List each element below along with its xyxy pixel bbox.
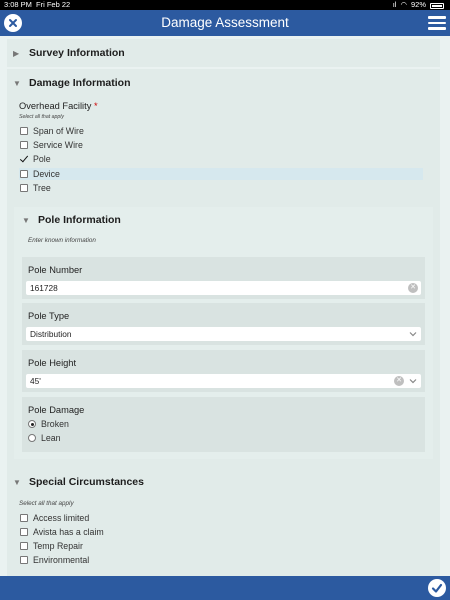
required-marker: * <box>93 101 98 111</box>
radio-broken[interactable]: Broken <box>28 418 69 430</box>
option-temp-repair[interactable]: Temp Repair <box>20 540 83 552</box>
pole-hint: Enter known information <box>28 237 96 244</box>
clear-icon[interactable]: ✕ <box>394 376 404 386</box>
signal-icon: ıl <box>392 0 397 9</box>
checkbox[interactable] <box>20 170 28 178</box>
option-device[interactable]: Device <box>20 168 60 180</box>
pole-type-select[interactable]: Distribution <box>26 327 421 341</box>
checkbox-checked[interactable] <box>20 155 28 163</box>
card-pole-damage <box>22 397 425 452</box>
subsection-pole-header[interactable] <box>22 212 121 228</box>
checkbox[interactable] <box>20 127 28 135</box>
triangle-down-icon: ▼ <box>13 477 21 487</box>
app-header <box>0 10 450 36</box>
option-access-limited[interactable]: Access limited <box>20 512 89 524</box>
clear-icon[interactable]: ✕ <box>408 283 418 293</box>
status-date: Fri Feb 22 <box>36 0 71 9</box>
row-highlight <box>19 168 423 180</box>
section-damage-label: Damage Information <box>29 77 131 89</box>
pole-height-label: Pole Height <box>28 358 77 368</box>
radio-selected[interactable] <box>28 420 36 428</box>
option-service-wire[interactable]: Service Wire <box>20 139 83 151</box>
page-title: Damage Assessment <box>161 15 289 30</box>
menu-button[interactable] <box>428 16 446 30</box>
section-damage-header[interactable] <box>13 75 131 91</box>
pole-type-label: Pole Type <box>28 311 70 321</box>
option-span-of-wire[interactable]: Span of Wire <box>20 125 84 137</box>
subsection-pole-label: Pole Information <box>38 214 121 226</box>
chevron-down-icon <box>408 329 418 339</box>
pole-number-label: Pole Number <box>28 265 83 275</box>
checkbox[interactable] <box>20 514 28 522</box>
pole-number-input[interactable]: 161728 ✕ <box>26 281 421 295</box>
section-survey-header[interactable] <box>13 45 125 61</box>
checkbox[interactable] <box>20 556 28 564</box>
app-footer <box>0 576 450 600</box>
submit-button[interactable] <box>428 579 446 597</box>
battery-icon <box>430 3 444 9</box>
radio-lean[interactable]: Lean <box>28 432 61 444</box>
option-avista-claim[interactable]: Avista has a claim <box>20 526 104 538</box>
overhead-facility-hint: Select all that apply <box>19 114 64 120</box>
battery-percent: 92% <box>410 0 426 9</box>
pole-height-select[interactable]: 45' ✕ <box>26 374 421 388</box>
overhead-facility-label: Overhead Facility * <box>19 101 98 111</box>
chevron-down-icon <box>408 376 418 386</box>
section-special-label: Special Circumstances <box>29 476 144 488</box>
card-pole-type <box>22 303 425 345</box>
hamburger-menu-icon <box>428 16 446 19</box>
checkbox[interactable] <box>20 141 28 149</box>
radio[interactable] <box>28 434 36 442</box>
checkbox[interactable] <box>20 184 28 192</box>
special-hint: Select all that apply <box>19 500 74 507</box>
section-survey <box>7 39 440 67</box>
checkmark-icon <box>431 582 443 594</box>
form-content[interactable] <box>0 36 450 576</box>
card-pole-number <box>22 257 425 299</box>
card-pole-height <box>22 350 425 392</box>
wifi-icon: ◠ <box>400 0 407 9</box>
triangle-down-icon: ▼ <box>13 78 21 88</box>
triangle-right-icon: ▶ <box>13 48 20 58</box>
option-tree[interactable]: Tree <box>20 182 51 194</box>
section-survey-label: Survey Information <box>29 47 125 59</box>
status-right <box>393 0 444 10</box>
checkbox[interactable] <box>20 528 28 536</box>
status-bar <box>0 0 450 10</box>
triangle-down-icon: ▼ <box>22 215 30 225</box>
option-environmental[interactable]: Environmental <box>20 554 89 566</box>
option-pole[interactable]: Pole <box>20 153 51 165</box>
status-time: 3:08 PM <box>4 0 32 9</box>
section-special-header[interactable] <box>13 474 144 490</box>
pole-damage-label: Pole Damage <box>28 405 85 415</box>
checkbox[interactable] <box>20 542 28 550</box>
